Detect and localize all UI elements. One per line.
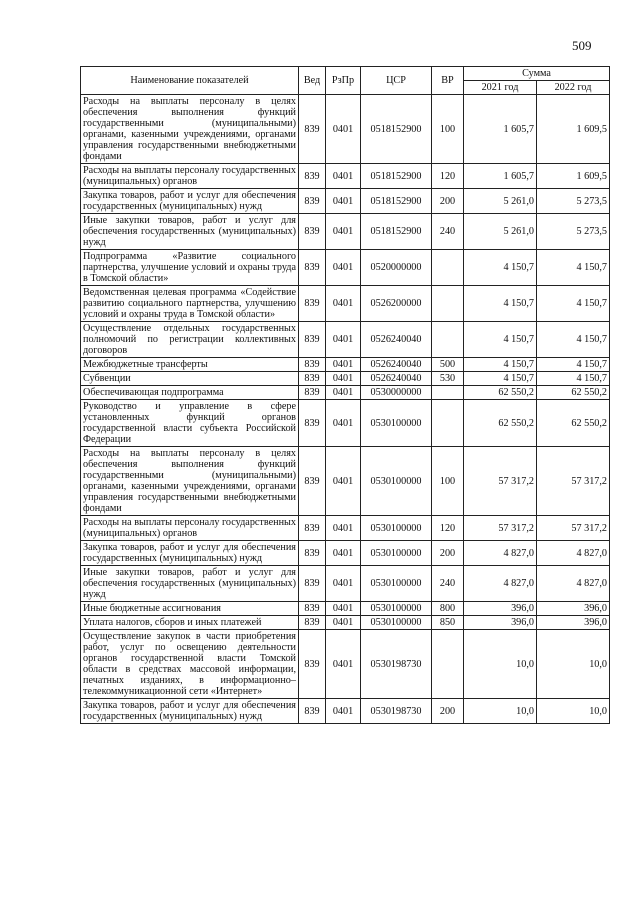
row-ved: 839 bbox=[299, 358, 326, 372]
row-sum-2022: 10,0 bbox=[537, 699, 610, 724]
row-sum-2022: 4 827,0 bbox=[537, 541, 610, 566]
row-csr: 0530100000 bbox=[361, 602, 432, 616]
row-name: Осуществление закупок в части приобретения работ, услуг по освещению деятельности органов государственной власти Томской области в средствах массовой информации, печатных изданиях, в информационно–телекоммуникационной сети «Интернет» bbox=[81, 630, 299, 699]
row-sum-2022: 4 150,7 bbox=[537, 250, 610, 286]
row-ved: 839 bbox=[299, 602, 326, 616]
row-name: Расходы на выплаты персоналу государственных (муниципальных) органов bbox=[81, 164, 299, 189]
row-vr bbox=[432, 400, 464, 447]
row-sum-2022: 57 317,2 bbox=[537, 447, 610, 516]
table-row bbox=[81, 630, 610, 699]
row-vr: 800 bbox=[432, 602, 464, 616]
row-rzpr: 0401 bbox=[326, 372, 361, 386]
row-sum-2022: 1 609,5 bbox=[537, 164, 610, 189]
table-row bbox=[81, 616, 610, 630]
row-rzpr: 0401 bbox=[326, 616, 361, 630]
row-rzpr: 0401 bbox=[326, 286, 361, 322]
row-name: Закупка товаров, работ и услуг для обеспечения государственных (муниципальных) нужд bbox=[81, 699, 299, 724]
row-rzpr: 0401 bbox=[326, 400, 361, 447]
table-row bbox=[81, 699, 610, 724]
table-row bbox=[81, 566, 610, 602]
row-sum-2022: 4 150,7 bbox=[537, 372, 610, 386]
header-name: Наименование показателей bbox=[81, 67, 299, 95]
table-row bbox=[81, 214, 610, 250]
row-name: Иные закупки товаров, работ и услуг для обеспечения государственных (муниципальных) нужд bbox=[81, 566, 299, 602]
row-sum-2022: 5 273,5 bbox=[537, 189, 610, 214]
row-sum-2021: 62 550,2 bbox=[464, 400, 537, 447]
table-row bbox=[81, 358, 610, 372]
row-rzpr: 0401 bbox=[326, 566, 361, 602]
row-ved: 839 bbox=[299, 189, 326, 214]
table-row bbox=[81, 95, 610, 164]
page-number: 509 bbox=[572, 38, 592, 53]
table-body bbox=[81, 95, 610, 724]
row-sum-2021: 4 150,7 bbox=[464, 358, 537, 372]
row-rzpr: 0401 bbox=[326, 189, 361, 214]
row-csr: 0530100000 bbox=[361, 516, 432, 541]
row-sum-2022: 4 150,7 bbox=[537, 322, 610, 358]
table-row bbox=[81, 386, 610, 400]
row-vr: 100 bbox=[432, 95, 464, 164]
row-sum-2021: 396,0 bbox=[464, 616, 537, 630]
row-csr: 0530100000 bbox=[361, 566, 432, 602]
table-row bbox=[81, 541, 610, 566]
row-sum-2022: 62 550,2 bbox=[537, 400, 610, 447]
row-rzpr: 0401 bbox=[326, 541, 361, 566]
row-sum-2021: 4 150,7 bbox=[464, 250, 537, 286]
row-ved: 839 bbox=[299, 516, 326, 541]
row-ved: 839 bbox=[299, 95, 326, 164]
row-vr: 500 bbox=[432, 358, 464, 372]
row-vr: 850 bbox=[432, 616, 464, 630]
row-ved: 839 bbox=[299, 630, 326, 699]
row-sum-2021: 62 550,2 bbox=[464, 386, 537, 400]
row-vr: 200 bbox=[432, 541, 464, 566]
header-2021: 2021 год bbox=[464, 81, 537, 95]
row-rzpr: 0401 bbox=[326, 358, 361, 372]
table-row bbox=[81, 189, 610, 214]
row-vr bbox=[432, 286, 464, 322]
row-sum-2022: 396,0 bbox=[537, 602, 610, 616]
row-csr: 0530100000 bbox=[361, 616, 432, 630]
table-row bbox=[81, 164, 610, 189]
row-sum-2021: 57 317,2 bbox=[464, 447, 537, 516]
row-rzpr: 0401 bbox=[326, 516, 361, 541]
header-2022: 2022 год bbox=[537, 81, 610, 95]
row-name: Расходы на выплаты персоналу в целях обеспечения выполнения функций государственными (муниципальными) органами, казенными учреждениями, органами управления государственными внебюджетными фондами bbox=[81, 95, 299, 164]
row-ved: 839 bbox=[299, 386, 326, 400]
row-name: Уплата налогов, сборов и иных платежей bbox=[81, 616, 299, 630]
row-vr: 200 bbox=[432, 699, 464, 724]
row-ved: 839 bbox=[299, 372, 326, 386]
row-sum-2021: 4 150,7 bbox=[464, 322, 537, 358]
row-ved: 839 bbox=[299, 250, 326, 286]
row-rzpr: 0401 bbox=[326, 602, 361, 616]
row-vr bbox=[432, 250, 464, 286]
header-ved: Вед bbox=[299, 67, 326, 95]
header-rzpr: РзПр bbox=[326, 67, 361, 95]
row-csr: 0530100000 bbox=[361, 447, 432, 516]
table-row bbox=[81, 602, 610, 616]
row-sum-2021: 57 317,2 bbox=[464, 516, 537, 541]
row-vr bbox=[432, 322, 464, 358]
row-sum-2021: 4 827,0 bbox=[464, 541, 537, 566]
row-sum-2022: 10,0 bbox=[537, 630, 610, 699]
row-name: Субвенции bbox=[81, 372, 299, 386]
row-sum-2021: 4 150,7 bbox=[464, 372, 537, 386]
row-vr bbox=[432, 386, 464, 400]
table-row bbox=[81, 516, 610, 541]
row-name: Иные закупки товаров, работ и услуг для обеспечения государственных (муниципальных) нужд bbox=[81, 214, 299, 250]
row-rzpr: 0401 bbox=[326, 630, 361, 699]
row-sum-2021: 5 261,0 bbox=[464, 214, 537, 250]
header-vr: ВР bbox=[432, 67, 464, 95]
row-vr: 100 bbox=[432, 447, 464, 516]
row-sum-2021: 4 827,0 bbox=[464, 566, 537, 602]
table-row bbox=[81, 322, 610, 358]
row-name: Подпрограмма «Развитие социального партнерства, улучшение условий и охраны труда в Томской области» bbox=[81, 250, 299, 286]
row-name: Ведомственная целевая программа «Содействие развитию социального партнерства, улучшению условий и охраны труда в Томской области» bbox=[81, 286, 299, 322]
row-sum-2022: 4 827,0 bbox=[537, 566, 610, 602]
row-ved: 839 bbox=[299, 214, 326, 250]
row-sum-2022: 57 317,2 bbox=[537, 516, 610, 541]
row-rzpr: 0401 bbox=[326, 699, 361, 724]
row-csr: 0530100000 bbox=[361, 400, 432, 447]
row-csr: 0526240040 bbox=[361, 372, 432, 386]
row-rzpr: 0401 bbox=[326, 250, 361, 286]
row-sum-2021: 1 605,7 bbox=[464, 164, 537, 189]
row-sum-2022: 1 609,5 bbox=[537, 95, 610, 164]
row-sum-2021: 396,0 bbox=[464, 602, 537, 616]
header-csr: ЦСР bbox=[361, 67, 432, 95]
row-rzpr: 0401 bbox=[326, 447, 361, 516]
row-name: Закупка товаров, работ и услуг для обеспечения государственных (муниципальных) нужд bbox=[81, 541, 299, 566]
row-ved: 839 bbox=[299, 400, 326, 447]
row-vr: 200 bbox=[432, 189, 464, 214]
row-ved: 839 bbox=[299, 616, 326, 630]
row-name: Руководство и управление в сфере установленных функций органов государственной власти субъекта Российской Федерации bbox=[81, 400, 299, 447]
row-sum-2022: 4 150,7 bbox=[537, 358, 610, 372]
row-vr bbox=[432, 630, 464, 699]
row-ved: 839 bbox=[299, 541, 326, 566]
table-row bbox=[81, 250, 610, 286]
row-rzpr: 0401 bbox=[326, 386, 361, 400]
row-ved: 839 bbox=[299, 699, 326, 724]
header-sum: Сумма bbox=[464, 67, 610, 81]
row-sum-2022: 62 550,2 bbox=[537, 386, 610, 400]
row-ved: 839 bbox=[299, 164, 326, 189]
row-csr: 0518152900 bbox=[361, 214, 432, 250]
table-row bbox=[81, 286, 610, 322]
row-rzpr: 0401 bbox=[326, 164, 361, 189]
row-csr: 0530100000 bbox=[361, 541, 432, 566]
row-sum-2021: 4 150,7 bbox=[464, 286, 537, 322]
row-sum-2022: 5 273,5 bbox=[537, 214, 610, 250]
row-name: Иные бюджетные ассигнования bbox=[81, 602, 299, 616]
row-rzpr: 0401 bbox=[326, 322, 361, 358]
row-name: Осуществление отдельных государственных полномочий по регистрации коллективных договоров bbox=[81, 322, 299, 358]
row-vr: 120 bbox=[432, 516, 464, 541]
row-csr: 0520000000 bbox=[361, 250, 432, 286]
row-ved: 839 bbox=[299, 447, 326, 516]
row-vr: 240 bbox=[432, 214, 464, 250]
row-vr: 530 bbox=[432, 372, 464, 386]
row-name: Закупка товаров, работ и услуг для обеспечения государственных (муниципальных) нужд bbox=[81, 189, 299, 214]
row-csr: 0518152900 bbox=[361, 164, 432, 189]
row-name: Расходы на выплаты персоналу государственных (муниципальных) органов bbox=[81, 516, 299, 541]
row-name: Обеспечивающая подпрограмма bbox=[81, 386, 299, 400]
row-name: Межбюджетные трансферты bbox=[81, 358, 299, 372]
row-sum-2021: 1 605,7 bbox=[464, 95, 537, 164]
row-csr: 0530198730 bbox=[361, 699, 432, 724]
row-vr: 240 bbox=[432, 566, 464, 602]
row-sum-2021: 5 261,0 bbox=[464, 189, 537, 214]
table-row bbox=[81, 372, 610, 386]
table-row bbox=[81, 447, 610, 516]
row-ved: 839 bbox=[299, 322, 326, 358]
table-row bbox=[81, 400, 610, 447]
row-csr: 0518152900 bbox=[361, 189, 432, 214]
row-sum-2022: 396,0 bbox=[537, 616, 610, 630]
row-ved: 839 bbox=[299, 286, 326, 322]
row-csr: 0526200000 bbox=[361, 286, 432, 322]
row-rzpr: 0401 bbox=[326, 214, 361, 250]
row-csr: 0530000000 bbox=[361, 386, 432, 400]
row-rzpr: 0401 bbox=[326, 95, 361, 164]
row-ved: 839 bbox=[299, 566, 326, 602]
row-sum-2021: 10,0 bbox=[464, 630, 537, 699]
budget-table bbox=[80, 66, 610, 724]
row-csr: 0518152900 bbox=[361, 95, 432, 164]
row-csr: 0530198730 bbox=[361, 630, 432, 699]
row-sum-2021: 10,0 bbox=[464, 699, 537, 724]
row-vr: 120 bbox=[432, 164, 464, 189]
row-name: Расходы на выплаты персоналу в целях обеспечения выполнения функций государственными (муниципальными) органами, казенными учреждениями, органами управления государственными внебюджетными фондами bbox=[81, 447, 299, 516]
row-sum-2022: 4 150,7 bbox=[537, 286, 610, 322]
row-csr: 0526240040 bbox=[361, 322, 432, 358]
row-csr: 0526240040 bbox=[361, 358, 432, 372]
